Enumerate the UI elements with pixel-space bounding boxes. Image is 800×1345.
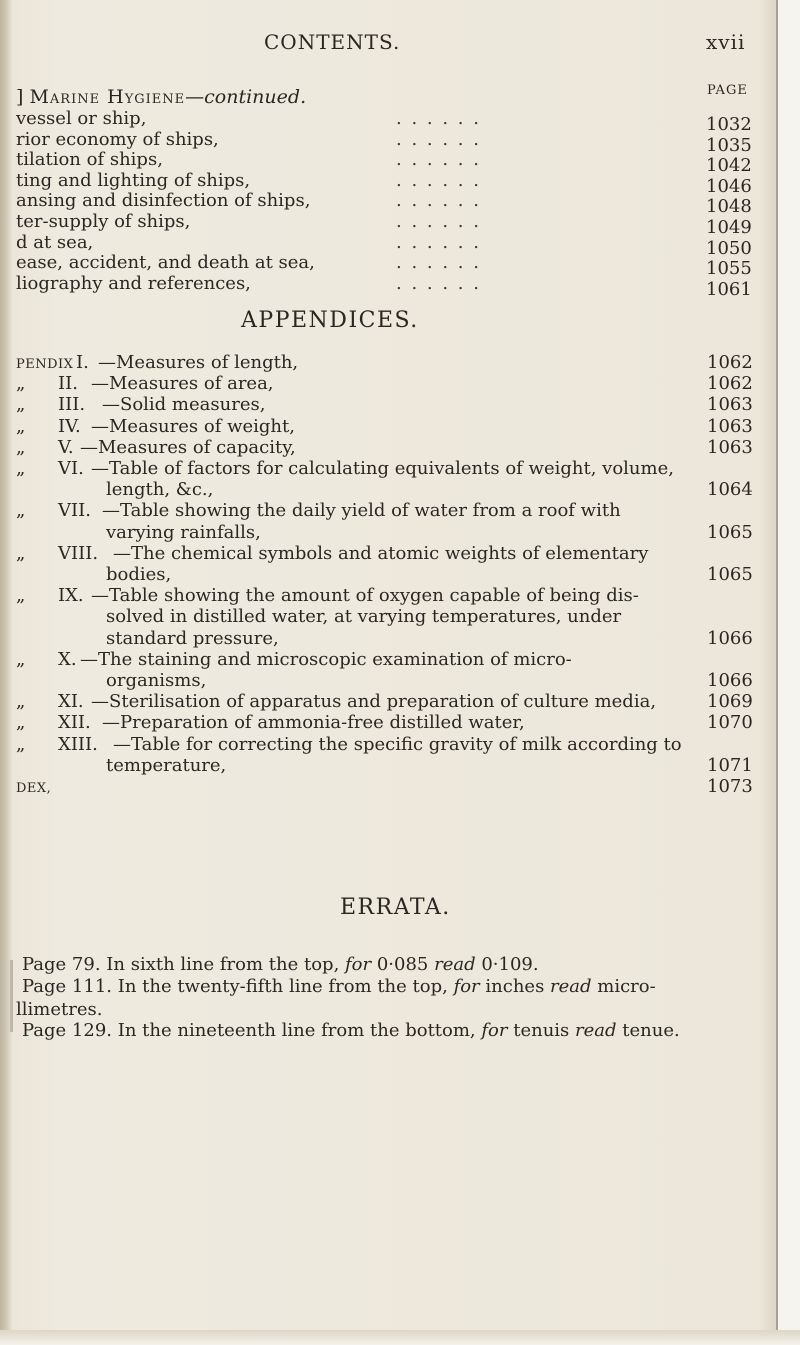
appendix-entry — [16, 394, 266, 416]
appendix-title-line: temperature, — [106, 754, 227, 776]
appendix-title-line: —The staining and microscopic examination of micro- — [80, 648, 572, 670]
appendix-number: XIII. — [58, 733, 98, 755]
appendix-prefix: „ — [16, 585, 26, 607]
appendix-entry — [16, 776, 51, 797]
toc-entry-page: 1049 — [706, 217, 752, 238]
leader-dots: . . . . . . — [396, 149, 481, 171]
appendix-prefix: „ — [16, 458, 26, 479]
appendix-number: XI. — [58, 691, 84, 713]
appendix-title-line: —Solid measures, — [102, 394, 266, 416]
errata-for: for — [481, 1020, 508, 1041]
appendices-heading: APPENDICES. — [241, 308, 419, 333]
toc-entry-label: vessel or ship, — [16, 108, 147, 129]
appendix-entry — [16, 691, 657, 713]
toc-entry-label: rior economy of ships, — [16, 128, 219, 150]
errata-entry — [22, 954, 539, 975]
errata-continuation: llimetres. — [16, 999, 103, 1020]
leader-dots: . . . . . . — [396, 169, 481, 191]
appendix-title-line: bodies, — [106, 564, 172, 585]
appendix-entry-continuation — [106, 564, 171, 585]
appendix-page: 1062 — [707, 352, 753, 373]
appendix-number: IX. — [58, 585, 84, 607]
appendix-title-line: —Table showing the amount of oxygen capable of being dis- — [91, 585, 639, 607]
appendix-prefix: „ — [16, 373, 26, 395]
toc-entry — [16, 170, 746, 191]
errata-text: tenue. — [616, 1020, 680, 1041]
appendix-page: 1063 — [707, 436, 753, 458]
appendix-prefix: DEX, — [16, 781, 52, 796]
section-heading-name: Marine Hygiene — [29, 86, 186, 108]
appendix-page: 1063 — [707, 394, 753, 416]
appendix-entry — [16, 648, 572, 670]
appendix-entry — [16, 415, 295, 437]
errata-text: tenuis — [507, 1020, 576, 1041]
appendix-prefix: „ — [16, 542, 26, 564]
errata-entry — [22, 976, 656, 997]
appendix-number: X. — [58, 648, 77, 670]
appendix-entry — [16, 585, 639, 607]
toc-entry-page: 1061 — [706, 278, 752, 300]
errata-read: read — [434, 954, 476, 975]
appendix-entry-continuation — [106, 628, 279, 649]
toc-entry-page: 1048 — [706, 196, 752, 218]
leader-dots: . . . . . . — [396, 190, 481, 212]
errata-read: read — [550, 976, 592, 997]
toc-entry — [16, 149, 746, 170]
errata-entry — [22, 1020, 680, 1041]
appendix-number: I. — [76, 352, 89, 373]
appendix-prefix: „ — [16, 648, 26, 670]
toc-entry-label: ansing and disinfection of ships, — [16, 190, 311, 212]
errata-heading: ERRATA. — [340, 895, 451, 920]
appendix-entry — [16, 542, 649, 564]
toc-entry-page: 1050 — [706, 237, 752, 259]
errata-text: Page 79. In sixth line from the top, — [22, 954, 346, 975]
appendix-page: 1070 — [707, 712, 753, 734]
toc-entry — [16, 232, 746, 253]
appendix-entry — [16, 458, 674, 479]
appendix-entry-continuation — [106, 755, 226, 776]
appendix-title-line: —Measures of capacity, — [80, 436, 296, 458]
running-head-title: CONTENTS. — [264, 30, 401, 54]
toc-entry-page: 1055 — [706, 258, 752, 280]
page-column-label: PAGE — [707, 83, 748, 98]
errata-read: read — [575, 1020, 617, 1041]
appendix-entry — [16, 352, 299, 373]
errata-text: 0·085 — [371, 954, 435, 975]
appendix-entry — [16, 373, 274, 395]
leader-dots: . . . . . . — [396, 252, 481, 274]
appendix-number: II. — [58, 373, 78, 395]
appendix-entry — [16, 733, 682, 755]
appendix-page: 1066 — [707, 670, 753, 691]
appendix-title-line: —Measures of length, — [98, 352, 299, 373]
toc-entry-label: d at sea, — [16, 231, 94, 253]
toc-entry — [16, 108, 746, 129]
errata-text: 0·109. — [475, 954, 539, 975]
appendix-page: 1066 — [707, 627, 753, 649]
appendix-title-line: length, &c., — [106, 479, 214, 501]
appendix-number: XII. — [58, 712, 91, 734]
errata-for: for — [345, 954, 372, 975]
appendix-title-line: solved in distilled water, at varying temperatures, under — [106, 606, 622, 628]
toc-entry — [16, 129, 746, 150]
page-bottom-edge — [0, 1330, 800, 1345]
appendix-title-line: —Table of factors for calculating equivalents of weight, volume, — [91, 458, 674, 479]
appendix-page: 1065 — [707, 521, 753, 543]
gutter-shadow — [0, 0, 12, 1345]
toc-entry-label: ting and lighting of ships, — [16, 169, 251, 191]
appendix-page: 1064 — [707, 479, 753, 501]
appendix-title-line: —The chemical symbols and atomic weights of elementary — [113, 542, 649, 564]
toc-entry — [16, 211, 746, 232]
appendix-entry-continuation — [106, 670, 206, 691]
appendix-number: IV. — [58, 415, 81, 437]
leader-dots: . . . . . . — [396, 231, 481, 253]
appendix-title-line: varying rainfalls, — [106, 521, 261, 543]
appendix-page: 1069 — [707, 691, 753, 713]
errata-text: Page 129. In the nineteenth line from the bottom, — [22, 1020, 482, 1041]
appendix-title-line: —Table for correcting the specific gravity of milk according to — [113, 733, 682, 755]
appendix-number: III. — [58, 394, 86, 416]
toc-entry-label: liography and references, — [16, 272, 251, 294]
appendix-title-line: —Measures of area, — [91, 373, 274, 395]
appendix-title-line: —Table showing the daily yield of water from a roof with — [102, 500, 621, 522]
appendix-number: V. — [58, 436, 74, 458]
toc-entry — [16, 190, 746, 211]
appendix-page: 1073 — [707, 776, 753, 797]
appendix-prefix: „ — [16, 436, 26, 458]
toc-entry — [16, 252, 746, 273]
appendix-prefix: „ — [16, 733, 26, 755]
margin-mark — [10, 960, 13, 1032]
appendix-entry-continuation — [106, 479, 213, 500]
appendix-title-line: —Measures of weight, — [91, 415, 295, 437]
appendix-title-line: —Sterilisation of apparatus and preparation of culture media, — [91, 691, 657, 713]
appendix-entry-continuation — [106, 522, 261, 543]
appendix-prefix: „ — [16, 415, 26, 437]
running-head-page-number: xvii — [706, 30, 746, 54]
appendix-prefix: „ — [16, 691, 26, 713]
appendix-title-line: organisms, — [106, 670, 207, 691]
toc-entry-label: ter-supply of ships, — [16, 211, 191, 232]
appendix-prefix: „ — [16, 500, 26, 522]
toc-entry-page: 1035 — [706, 134, 752, 156]
errata-entry — [16, 999, 102, 1020]
appendix-page: 1063 — [707, 415, 753, 437]
appendix-entry — [16, 712, 525, 734]
leader-dots: . . . . . . — [396, 128, 481, 150]
appendix-number: VI. — [58, 458, 84, 479]
appendix-entry — [16, 436, 296, 458]
section-heading-dash: — — [185, 86, 205, 108]
appendix-title-line: standard pressure, — [106, 627, 279, 649]
errata-for: for — [453, 976, 480, 997]
appendix-prefix: PENDIX — [16, 357, 74, 372]
leader-dots: . . . . . . — [396, 108, 481, 129]
toc-entry-page: 1046 — [706, 175, 752, 197]
appendix-page: 1065 — [707, 564, 753, 585]
section-heading: ] Marine Hygiene—continued. — [16, 86, 307, 108]
appendix-entry — [16, 500, 621, 522]
toc-entry-page: 1042 — [706, 155, 752, 177]
appendix-prefix: „ — [16, 394, 26, 416]
appendix-page: 1062 — [707, 373, 753, 395]
appendix-number: VII. — [58, 500, 91, 522]
appendix-title-line: —Preparation of ammonia-free distilled water, — [102, 712, 525, 734]
appendix-page: 1071 — [707, 754, 753, 776]
errata-text: Page 111. In the twenty-fifth line from the top, — [22, 976, 454, 997]
leader-dots: . . . . . . — [396, 211, 481, 232]
section-heading-continued: continued. — [204, 86, 307, 108]
appendix-entry-continuation — [106, 606, 621, 627]
errata-text: inches — [479, 976, 551, 997]
toc-entry-page: 1032 — [706, 114, 752, 135]
toc-entry — [16, 273, 746, 294]
appendix-number: VIII. — [58, 542, 99, 564]
errata-text: micro- — [591, 976, 656, 997]
page-edge — [776, 0, 800, 1345]
toc-entry-label: tilation of ships, — [16, 149, 163, 171]
toc-entry-label: ease, accident, and death at sea, — [16, 252, 315, 274]
leader-dots: . . . . . . — [396, 272, 481, 294]
appendix-prefix: „ — [16, 712, 26, 734]
